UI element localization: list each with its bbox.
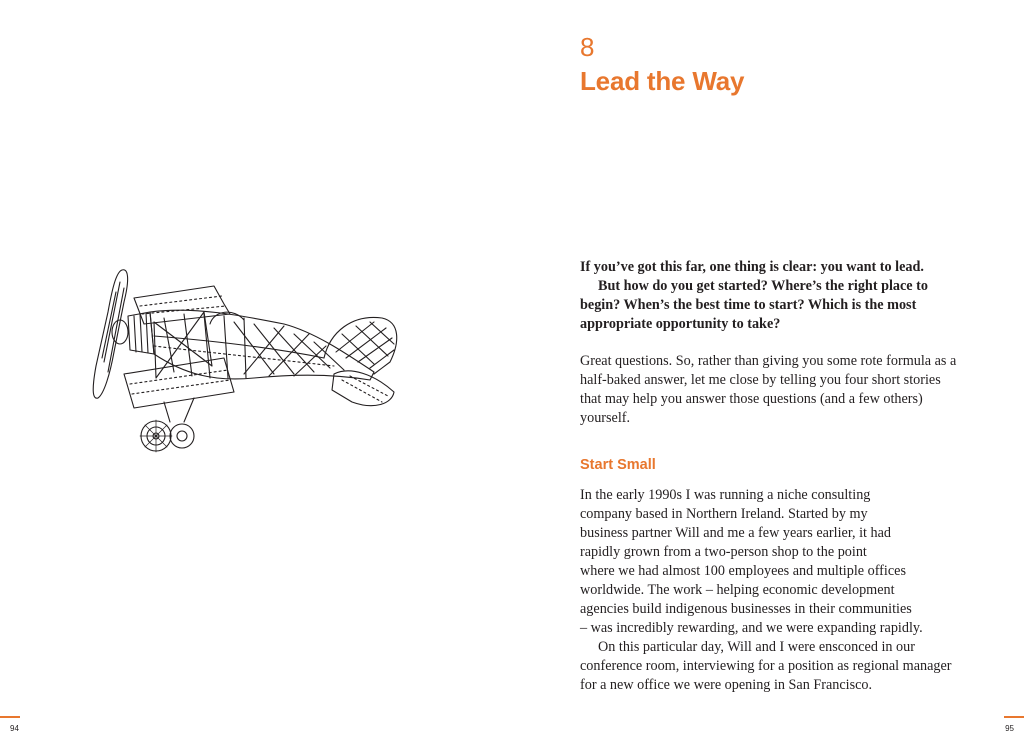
right-page-rule: [1004, 716, 1024, 718]
text-line: – was incredibly rewarding, and we were expanding rapidly.: [580, 620, 923, 636]
chapter-number: 8: [580, 32, 595, 62]
chapter-title: Lead the Way: [580, 66, 745, 96]
section-paragraph-2: On this particular day, Will and I were ensconced in our conference room, interviewing for a position as regional manager for a new office we were opening in San Francisco.: [580, 639, 952, 693]
section-paragraph-1: [580, 486, 965, 638]
left-page-number: 94: [10, 724, 19, 733]
intro-line-1: If you’ve got this far, one thing is clear: you want to lead.: [580, 259, 924, 275]
section-heading: Start Small: [580, 457, 656, 473]
left-page-rule: [0, 716, 20, 718]
text-line: company based in Northern Ireland. Started by my: [580, 506, 868, 522]
section-body: [580, 486, 965, 695]
body-paragraph-1: Great questions. So, rather than giving you some rote formula as a half-baked answer, let me close by telling you four short stories that may help you answer those questions (and a few others) yourself.: [580, 353, 957, 426]
text-line: rapidly grown from a two-person shop to the point: [580, 544, 867, 560]
text-line: where we had almost 100 employees and multiple offices: [580, 563, 906, 579]
text-line: worldwide. The work – helping economic development: [580, 582, 895, 598]
right-page-number: 95: [1005, 724, 1014, 733]
intro-paragraph: [580, 258, 960, 334]
text-line: business partner Will and me a few years earlier, it had: [580, 525, 892, 541]
intro-line-2: But how do you get started? Where’s the right place to begin? When’s the best time to start? Which is the most appropriate opportunity to take?: [580, 278, 928, 332]
text-line: In the early 1990s I was running a niche consulting: [580, 487, 871, 503]
text-line: agencies build indigenous businesses in their communities: [580, 601, 912, 617]
biplane-illustration: [74, 262, 404, 457]
